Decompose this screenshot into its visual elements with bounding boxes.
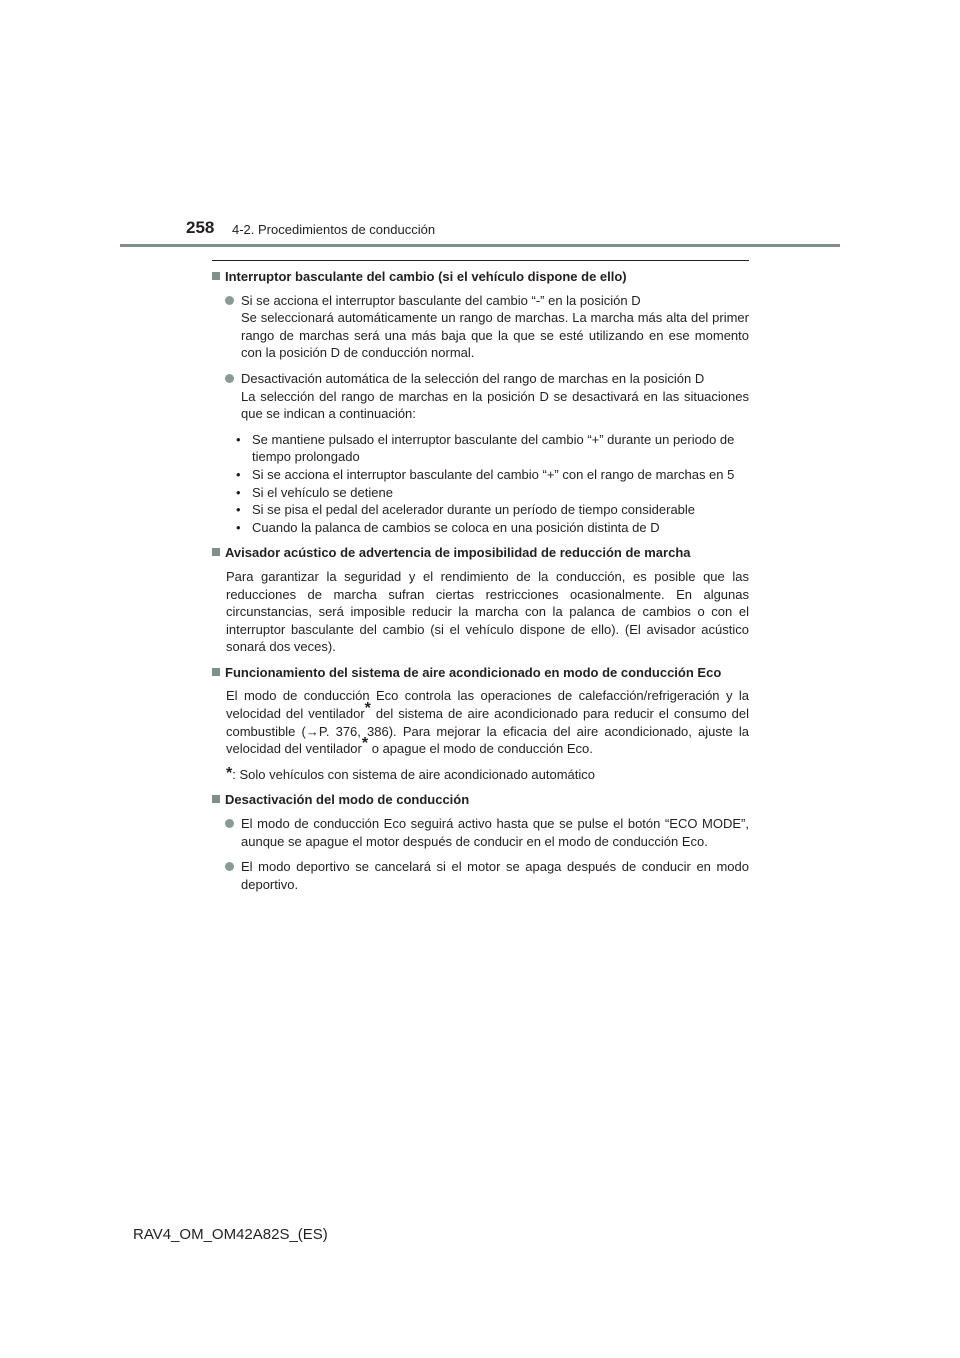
section-heading: Interruptor basculante del cambio (si el vehículo dispone de ello) [212, 268, 749, 286]
square-bullet-icon [212, 795, 220, 803]
paragraph: El modo de conducción Eco controla las operaciones de calefacción/refrigeración y la velocidad del ventilador* del sistema de aire acondicionado para reducir el consumo del combustible (→P. 376, 386). Para mejorar la eficacia del aire acondicionado, ajuste la velocidad del ventilador* o apague el modo de conducción Eco. [226, 688, 749, 757]
list-item: • Si el vehículo se detiene [236, 484, 749, 502]
content-rule [212, 260, 749, 261]
header-rule [120, 244, 840, 247]
list-item: • Si se pisa el pedal del acelerador durante un período de tiempo considerable [236, 501, 749, 519]
item-title: Si se acciona el interruptor basculante del cambio “-” en la posición D [241, 292, 641, 308]
footnote: *: Solo vehículos con sistema de aire acondicionado automático [226, 764, 596, 782]
section-heading: Funcionamiento del sistema de aire acondicionado en modo de conducción Eco [212, 664, 749, 682]
square-bullet-icon [212, 668, 220, 676]
section-heading: Avisador acústico de advertencia de imposibilidad de reducción de marcha [212, 544, 749, 562]
item-text: Se seleccionará automáticamente un rango de marchas. La marcha más alta del primer rango de marchas será una más baja que la que se esté utilizando en ese momento con la posición D de conducción normal. [241, 310, 749, 361]
list-item [212, 815, 749, 850]
asterisk-mark: * [361, 735, 369, 753]
paragraph: Para garantizar la seguridad y el rendimiento de la conducción, es posible que las reducciones de marcha sufran ciertas restricciones ocasionalmente. En algunas circunstancias, será imposible reducir la marcha con la palanca de cambios o con el interruptor basculante del cambio (si el vehículo dispone de ello). (El avisador acústico sonará dos veces). [226, 568, 749, 655]
page-content [212, 268, 749, 901]
square-bullet-icon [212, 548, 220, 556]
list-item: • Se mantiene pulsado el interruptor basculante del cambio “+” durante un periodo de tiempo prolongado [236, 431, 749, 466]
asterisk-mark: * [364, 700, 371, 718]
item-text: El modo deportivo se cancelará si el motor se apaga después de conducir en modo deportivo. [241, 859, 749, 892]
list-item [212, 370, 749, 423]
list-item: • Si se acciona el interruptor basculante del cambio “+” con el rango de marchas en 5 [236, 466, 749, 484]
circle-bullet-icon [225, 296, 234, 305]
square-bullet-icon [212, 272, 220, 280]
circle-bullet-icon [225, 819, 234, 828]
item-text: El modo de conducción Eco seguirá activo hasta que se pulse el botón “ECO MODE”, aunque se apague el motor después de conducir en el modo de conducción Eco. [241, 816, 749, 849]
circle-bullet-icon [225, 374, 234, 383]
arrow-icon: → [305, 723, 319, 739]
asterisk-mark: * [226, 764, 233, 782]
list-item [212, 292, 749, 362]
page-number: 258 [186, 218, 215, 237]
item-text: La selección del rango de marchas en la posición D se desactivará en las situaciones que se indican a continuación: [241, 388, 749, 422]
condition-list [212, 431, 749, 537]
document-code: RAV4_OM_OM42A82S_(ES) [133, 1226, 328, 1243]
section-title: 4-2. Procedimientos de conducción [232, 222, 436, 237]
list-item [212, 858, 749, 893]
list-item: • Cuando la palanca de cambios se coloca en una posición distinta de D [236, 519, 749, 537]
section-heading: Desactivación del modo de conducción [212, 791, 749, 809]
item-title: Desactivación automática de la selección del rango de marchas en la posición D [241, 370, 705, 386]
